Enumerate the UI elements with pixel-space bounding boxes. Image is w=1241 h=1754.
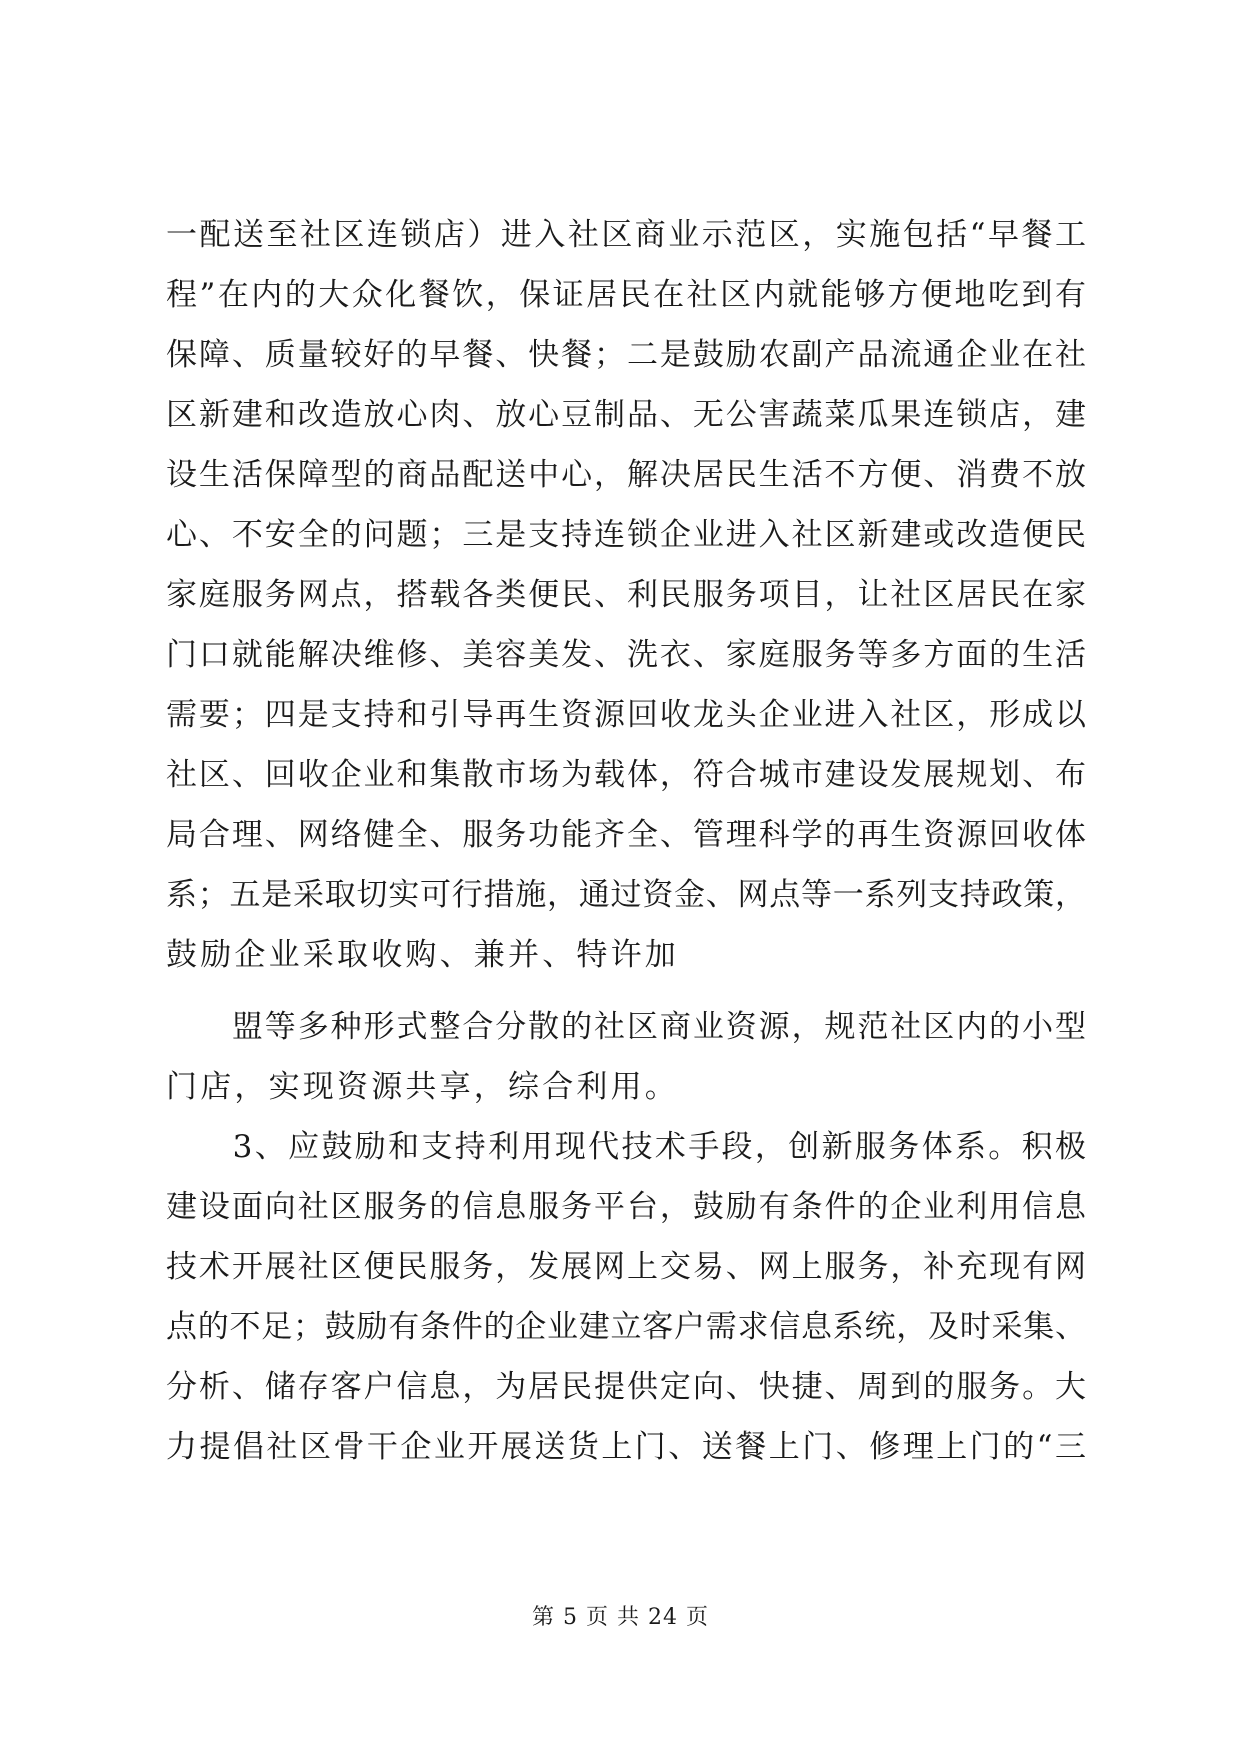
text-line: 盟等多种形式整合分散的社区商业资源，规范社区内的小型 <box>166 1009 1086 1045</box>
text-line: 程”在内的大众化餐饮，保证居民在社区内就能够方便地吃到有 <box>166 277 1086 313</box>
text-line: 家庭服务网点，搭载各类便民、利民服务项目，让社区居民在家 <box>166 577 1086 613</box>
text-line: 保障、质量较好的早餐、快餐；二是鼓励农副产品流通企业在社 <box>166 337 1086 373</box>
text-line: 系；五是采取切实可行措施，通过资金、网点等一系列支持政策， <box>166 877 1086 913</box>
text-line: 设生活保障型的商品配送中心，解决居民生活不方便、消费不放 <box>166 457 1086 493</box>
text-line: 分析、储存客户信息，为居民提供定向、快捷、周到的服务。大 <box>166 1369 1086 1405</box>
text-line: 区新建和改造放心肉、放心豆制品、无公害蔬菜瓜果连锁店，建 <box>166 397 1086 433</box>
text-line: 需要；四是支持和引导再生资源回收龙头企业进入社区，形成以 <box>166 697 1086 733</box>
text-line: 局合理、网络健全、服务功能齐全、管理科学的再生资源回收体 <box>166 817 1086 853</box>
text-line: 门店，实现资源共享，综合利用。 <box>166 1069 679 1105</box>
text-line: 3、应鼓励和支持利用现代技术手段，创新服务体系。积极 <box>166 1129 1086 1165</box>
text-line: 心、不安全的问题；三是支持连锁企业进入社区新建或改造便民 <box>166 517 1086 553</box>
body-text <box>166 205 1086 1477</box>
text-line: 建设面向社区服务的信息服务平台，鼓励有条件的企业利用信息 <box>166 1189 1086 1225</box>
text-line: 点的不足；鼓励有条件的企业建立客户需求信息系统，及时采集、 <box>166 1309 1086 1345</box>
text-line: 社区、回收企业和集散市场为载体，符合城市建设发展规划、布 <box>166 757 1086 793</box>
text-line: 鼓励企业采取收购、兼并、特许加 <box>166 937 679 973</box>
text-line: 技术开展社区便民服务，发展网上交易、网上服务，补充现有网 <box>166 1249 1086 1285</box>
text-line: 力提倡社区骨干企业开展送货上门、送餐上门、修理上门的“三 <box>166 1429 1086 1465</box>
text-line: 门口就能解决维修、美容美发、洗衣、家庭服务等多方面的生活 <box>166 637 1086 673</box>
text-line: 一配送至社区连锁店）进入社区商业示范区，实施包括“早餐工 <box>166 217 1086 253</box>
page-number-footer: 第 5 页 共 24 页 <box>532 1605 709 1630</box>
